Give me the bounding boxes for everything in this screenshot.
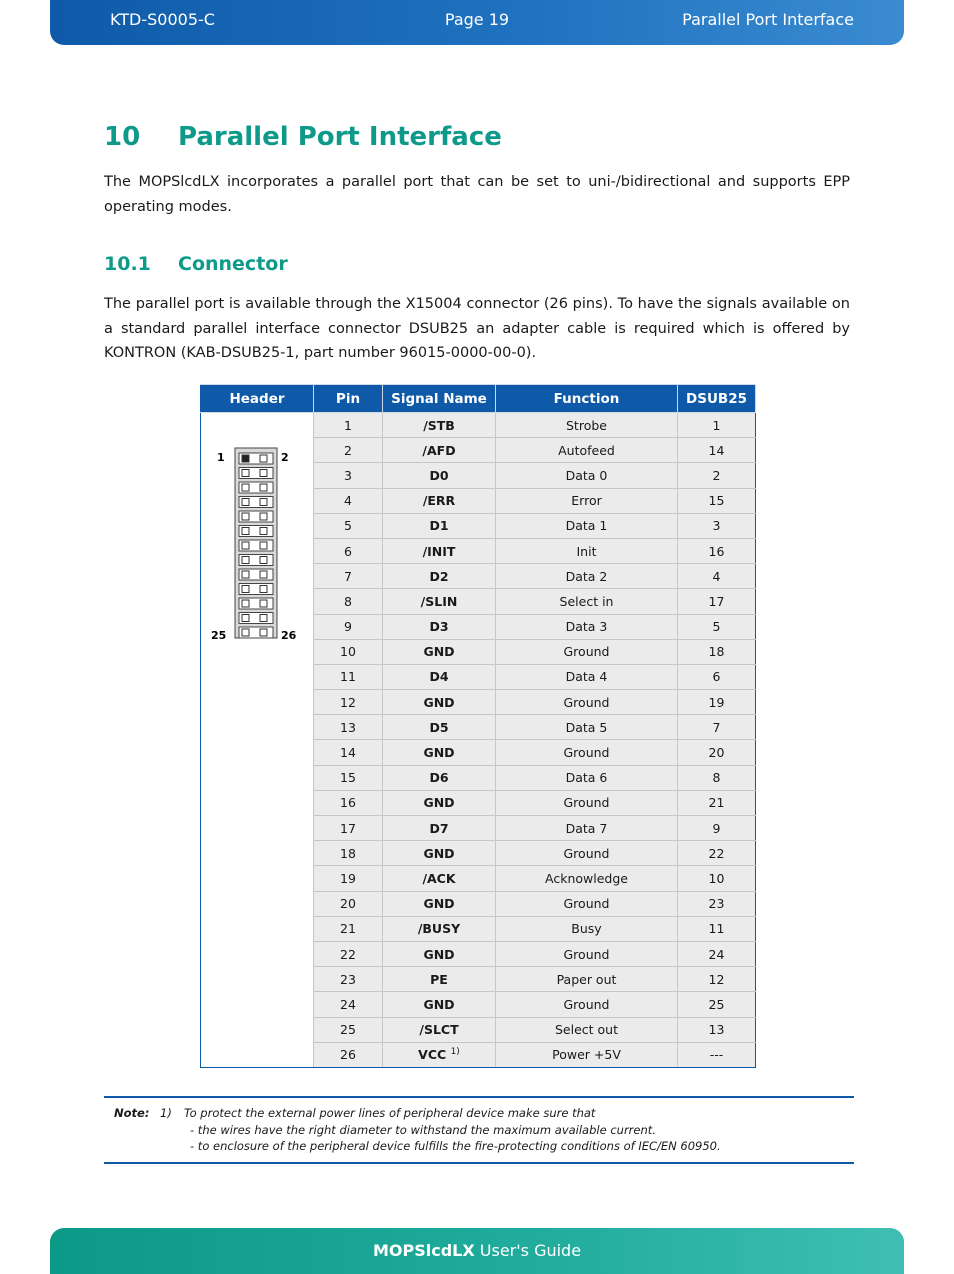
- signal-cell: [383, 564, 496, 589]
- function-cell: Data 4: [496, 664, 678, 689]
- pin-pad: [260, 499, 267, 506]
- pin-cell: 15: [314, 765, 383, 790]
- pin-label: 2: [281, 451, 289, 464]
- function-cell: Paper out: [496, 967, 678, 992]
- signal-cell: [383, 740, 496, 765]
- pin-pad: [260, 542, 267, 549]
- header-diagram-cell: [201, 413, 314, 1068]
- dsub-cell: 23: [678, 891, 756, 916]
- footer-guide: User's Guide: [474, 1241, 582, 1260]
- signal-name: GND: [423, 745, 455, 761]
- signal-name: GND: [423, 996, 455, 1012]
- pin-cell: 6: [314, 538, 383, 563]
- pin-cell: 17: [314, 816, 383, 841]
- signal-cell: [383, 967, 496, 992]
- pin-cell: 7: [314, 564, 383, 589]
- pinout-table: [200, 384, 756, 1068]
- function-cell: Select in: [496, 589, 678, 614]
- header-section-title: Parallel Port Interface: [682, 10, 854, 29]
- signal-name: /SLCT: [419, 1022, 459, 1038]
- note-line: - to enclosure of the peripheral device fulfills the fire-protecting conditions of IEC/EN 60950.: [190, 1139, 721, 1153]
- signal-cell: [383, 941, 496, 966]
- signal-cell: [383, 866, 496, 891]
- function-cell: Ground: [496, 891, 678, 916]
- pin-pad: [242, 629, 249, 636]
- section-title: Connector: [178, 253, 288, 275]
- signal-cell: [383, 841, 496, 866]
- pin-cell: 3: [314, 463, 383, 488]
- pin-cell: 4: [314, 488, 383, 513]
- signal-cell: [383, 992, 496, 1017]
- function-cell: Data 0: [496, 463, 678, 488]
- function-cell: Ground: [496, 639, 678, 664]
- pin-cell: 14: [314, 740, 383, 765]
- pin-pad: [260, 470, 267, 477]
- function-cell: Power +5V: [496, 1042, 678, 1067]
- note-line: To protect the external power lines of peripheral device make sure that: [184, 1106, 596, 1120]
- pin-cell: 26: [314, 1042, 383, 1067]
- dsub-cell: 24: [678, 941, 756, 966]
- function-cell: Data 3: [496, 614, 678, 639]
- pin-cell: 21: [314, 916, 383, 941]
- dsub-cell: 2: [678, 463, 756, 488]
- signal-name: D5: [429, 719, 449, 735]
- pin-pad: [260, 557, 267, 564]
- dsub-cell: 15: [678, 488, 756, 513]
- dsub-cell: 13: [678, 1017, 756, 1042]
- signal-cell: [383, 639, 496, 664]
- signal-name: GND: [423, 845, 455, 861]
- pin-pad: [242, 571, 249, 578]
- function-cell: Ground: [496, 790, 678, 815]
- dsub-cell: 25: [678, 992, 756, 1017]
- section-text: The parallel port is available through the X15004 connector (26 pins). To have the signals available on a standard parallel interface connector DSUB25 an adapter cable is required which is offered by KONTRON (KAB-DSUB25-1, part number 96015-0000-00-0).: [104, 296, 850, 361]
- dsub-cell: 20: [678, 740, 756, 765]
- pin-cell: 25: [314, 1017, 383, 1042]
- signal-name: D4: [429, 669, 449, 685]
- column-header: DSUB25: [678, 385, 756, 413]
- dsub-cell: 19: [678, 690, 756, 715]
- signal-cell: [383, 1042, 496, 1067]
- dsub-cell: 16: [678, 538, 756, 563]
- dsub-cell: 4: [678, 564, 756, 589]
- signal-name: D3: [429, 619, 449, 635]
- signal-cell: [383, 589, 496, 614]
- function-cell: Autofeed: [496, 438, 678, 463]
- pin-cell: 11: [314, 664, 383, 689]
- signal-name: D2: [429, 568, 449, 584]
- function-cell: Ground: [496, 992, 678, 1017]
- signal-name: D0: [429, 467, 449, 483]
- signal-name: /ERR: [422, 493, 456, 509]
- signal-name: PE: [430, 971, 448, 987]
- dsub-cell: 10: [678, 866, 756, 891]
- pin-pad: [242, 615, 249, 622]
- signal-name: D7: [429, 820, 449, 836]
- dsub-cell: 21: [678, 790, 756, 815]
- column-header: Header: [201, 385, 314, 413]
- pin-cell: 5: [314, 513, 383, 538]
- function-cell: Ground: [496, 740, 678, 765]
- footnote-box: [104, 1096, 854, 1164]
- pin-cell: 20: [314, 891, 383, 916]
- signal-cell: [383, 765, 496, 790]
- signal-name: /BUSY: [417, 921, 461, 937]
- pin-pad: [260, 629, 267, 636]
- signal-cell: [383, 816, 496, 841]
- page-number: Page 19: [444, 10, 510, 29]
- signal-cell: [383, 488, 496, 513]
- signal-name: /AFD: [422, 442, 456, 458]
- column-header: Pin: [314, 385, 383, 413]
- pin-pad: [242, 484, 249, 491]
- pin-pad: [242, 470, 249, 477]
- function-cell: Data 6: [496, 765, 678, 790]
- chapter-heading: [104, 122, 502, 152]
- signal-name: /STB: [423, 417, 455, 433]
- pin-pad: [260, 615, 267, 622]
- function-cell: Data 1: [496, 513, 678, 538]
- table-header-row: [201, 385, 756, 413]
- function-cell: Ground: [496, 941, 678, 966]
- pin-cell: 16: [314, 790, 383, 815]
- function-cell: Select out: [496, 1017, 678, 1042]
- dsub-cell: 8: [678, 765, 756, 790]
- function-cell: Data 7: [496, 816, 678, 841]
- function-cell: Acknowledge: [496, 866, 678, 891]
- pin-pad: [260, 513, 267, 520]
- pin-cell: 1: [314, 413, 383, 438]
- pin-pad: [242, 586, 249, 593]
- pin-cell: 2: [314, 438, 383, 463]
- chapter-intro: The MOPSlcdLX incorporates a parallel port that can be set to uni-/bidirectional and supports EPP operating modes.: [104, 174, 850, 215]
- signal-cell: [383, 916, 496, 941]
- note-number: 1): [160, 1106, 172, 1120]
- page-footer: [50, 1228, 904, 1274]
- signal-cell: [383, 891, 496, 916]
- pin-pad: [260, 528, 267, 535]
- pin-cell: 23: [314, 967, 383, 992]
- pin-cell: 13: [314, 715, 383, 740]
- signal-name: /ACK: [422, 870, 456, 886]
- page-header: [50, 0, 904, 45]
- function-cell: Busy: [496, 916, 678, 941]
- pin-pad: [260, 455, 267, 462]
- signal-cell: [383, 1017, 496, 1042]
- signal-name: D6: [429, 770, 449, 786]
- dsub-cell: ---: [678, 1042, 756, 1067]
- note-line: - the wires have the right diameter to withstand the maximum available current.: [190, 1123, 656, 1137]
- dsub-cell: 18: [678, 639, 756, 664]
- section-number: 10.1: [104, 253, 151, 275]
- column-header: Signal Name: [383, 385, 496, 413]
- signal-cell: [383, 614, 496, 639]
- pin-pad: [242, 455, 249, 462]
- dsub-cell: 17: [678, 589, 756, 614]
- function-cell: Strobe: [496, 413, 678, 438]
- pin-cell: 12: [314, 690, 383, 715]
- dsub-cell: 14: [678, 438, 756, 463]
- footer-product: MOPSlcdLX: [372, 1241, 475, 1260]
- pin-pad: [242, 513, 249, 520]
- pin-label: 26: [281, 629, 297, 642]
- dsub-cell: 6: [678, 664, 756, 689]
- footnote-ref: 1): [450, 1047, 460, 1058]
- function-cell: Error: [496, 488, 678, 513]
- signal-name: VCC: [418, 1047, 447, 1063]
- pin-pad: [260, 600, 267, 607]
- table-row: [201, 413, 756, 438]
- pin-cell: 18: [314, 841, 383, 866]
- signal-cell: [383, 538, 496, 563]
- function-cell: Data 2: [496, 564, 678, 589]
- pin-pad: [260, 571, 267, 578]
- dsub-cell: 12: [678, 967, 756, 992]
- pin-cell: 22: [314, 941, 383, 966]
- pin-pad: [242, 600, 249, 607]
- function-cell: Init: [496, 538, 678, 563]
- pin-label: 1: [217, 451, 225, 464]
- function-cell: Data 5: [496, 715, 678, 740]
- dsub-cell: 11: [678, 916, 756, 941]
- chapter-number: 10: [104, 122, 141, 152]
- pin-cell: 24: [314, 992, 383, 1017]
- section-heading: [104, 253, 288, 275]
- pin-header-diagram: [209, 443, 309, 643]
- signal-name: GND: [423, 896, 455, 912]
- signal-cell: [383, 664, 496, 689]
- dsub-cell: 22: [678, 841, 756, 866]
- signal-cell: [383, 790, 496, 815]
- doc-id: KTD-S0005-C: [110, 10, 215, 29]
- pin-pad: [260, 586, 267, 593]
- dsub-cell: 5: [678, 614, 756, 639]
- dsub-cell: 9: [678, 816, 756, 841]
- pin-pad: [242, 557, 249, 564]
- signal-cell: [383, 715, 496, 740]
- signal-name: /SLIN: [420, 593, 458, 609]
- function-cell: Ground: [496, 690, 678, 715]
- pin-cell: 9: [314, 614, 383, 639]
- pin-cell: 8: [314, 589, 383, 614]
- signal-name: D1: [429, 518, 449, 534]
- dsub-cell: 7: [678, 715, 756, 740]
- pin-pad: [242, 499, 249, 506]
- note-label: Note:: [114, 1106, 150, 1120]
- pin-label: 25: [211, 629, 227, 642]
- signal-cell: [383, 438, 496, 463]
- signal-cell: [383, 413, 496, 438]
- signal-cell: [383, 513, 496, 538]
- dsub-cell: 3: [678, 513, 756, 538]
- signal-name: GND: [423, 694, 455, 710]
- signal-name: GND: [423, 946, 455, 962]
- pin-cell: 19: [314, 866, 383, 891]
- signal-cell: [383, 690, 496, 715]
- column-header: Function: [496, 385, 678, 413]
- pin-cell: 10: [314, 639, 383, 664]
- signal-name: GND: [423, 644, 455, 660]
- dsub-cell: 1: [678, 413, 756, 438]
- signal-name: /INIT: [422, 543, 456, 559]
- signal-name: GND: [423, 795, 455, 811]
- pin-pad: [242, 528, 249, 535]
- pin-pad: [260, 484, 267, 491]
- chapter-title: Parallel Port Interface: [178, 122, 502, 152]
- signal-cell: [383, 463, 496, 488]
- function-cell: Ground: [496, 841, 678, 866]
- pin-pad: [242, 542, 249, 549]
